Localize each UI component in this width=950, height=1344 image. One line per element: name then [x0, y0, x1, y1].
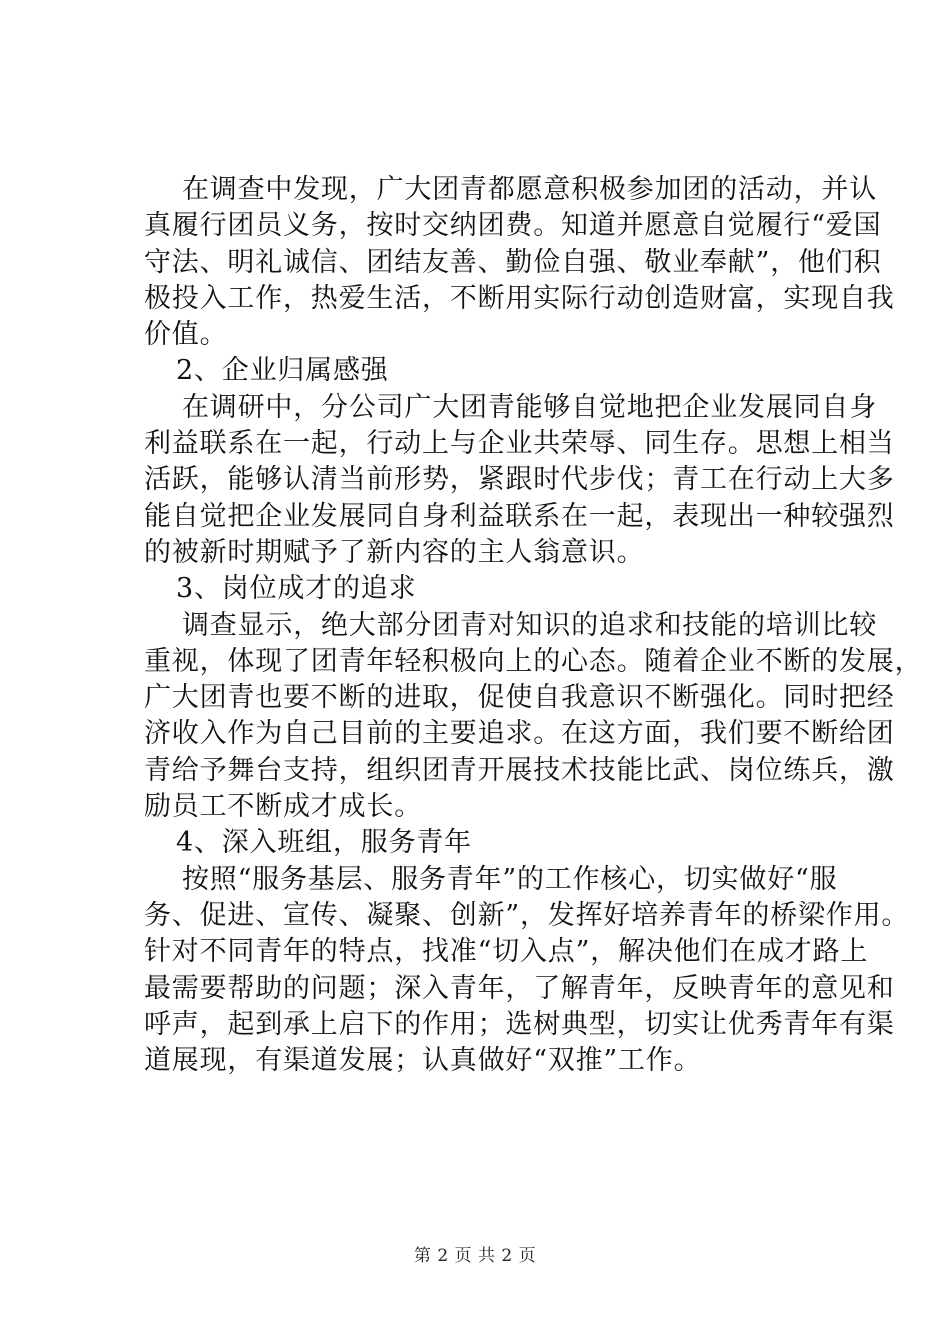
paragraph-line: 能自觉把企业发展同自身利益联系在一起，表现出一种较强烈: [144, 500, 895, 532]
page-number-footer: 第 2 页 共 2 页: [413, 1246, 537, 1266]
paragraph-line: 活跃，能够认清当前形势，紧跟时代步伐；青工在行动上大多: [144, 464, 895, 496]
section-heading: 4、深入班组，服务青年: [176, 827, 472, 859]
paragraph-line: 青给予舞台支持，组织团青开展技术技能比武、岗位练兵，激: [144, 754, 895, 786]
paragraph-line: 最需要帮助的问题；深入青年，了解青年，反映青年的意见和: [144, 972, 895, 1004]
paragraph-line: 真履行团员义务，按时交纳团费。知道并愿意自觉履行“爱国: [144, 210, 882, 242]
paragraph-line: 在调研中，分公司广大团青能够自觉地把企业发展同自身: [182, 391, 877, 423]
paragraph-line: 调查显示，绝大部分团青对知识的追求和技能的培训比较: [182, 609, 877, 641]
paragraph-line: 守法、明礼诚信、团结友善、勤俭自强、敬业奉献”，他们积: [144, 246, 882, 278]
paragraph-line: 利益联系在一起，行动上与企业共荣辱、同生存。思想上相当: [144, 428, 895, 460]
section-heading: 2、企业归属感强: [176, 355, 389, 387]
paragraph-line: 励员工不断成才成长。: [144, 791, 422, 823]
paragraph-line: 重视，体现了团青年轻积极向上的心态。随着企业不断的发展，: [144, 645, 923, 677]
paragraph-line: 济收入作为自己目前的主要追求。在这方面，我们要不断给团: [144, 718, 895, 750]
paragraph-line: 的被新时期赋予了新内容的主人翁意识。: [144, 536, 645, 568]
paragraph-line: 在调查中发现，广大团青都愿意积极参加团的活动，并认: [182, 174, 877, 205]
paragraph-line: 广大团青也要不断的进取，促使自我意识不断强化。同时把经: [144, 682, 895, 714]
paragraph-line: 呼声，起到承上启下的作用；选树典型，切实让优秀青年有渠: [144, 1008, 895, 1040]
paragraph-line: 极投入工作，热爱生活，不断用实际行动创造财富，实现自我: [144, 282, 895, 314]
paragraph-line: 务、促进、宣传、凝聚、创新”，发挥好培养青年的桥梁作用。: [144, 899, 910, 931]
paragraph-line: 按照“服务基层、服务青年”的工作核心，切实做好“服: [182, 863, 838, 895]
document-body: [144, 172, 923, 1079]
paragraph-line: 针对不同青年的特点，找准“切入点”，解决他们在成才路上: [144, 936, 869, 968]
paragraph-line: 价值。: [144, 319, 228, 351]
section-heading: 3、岗位成才的追求: [176, 573, 417, 605]
paragraph-line: 道展现，有渠道发展；认真做好“双推”工作。: [144, 1045, 702, 1077]
